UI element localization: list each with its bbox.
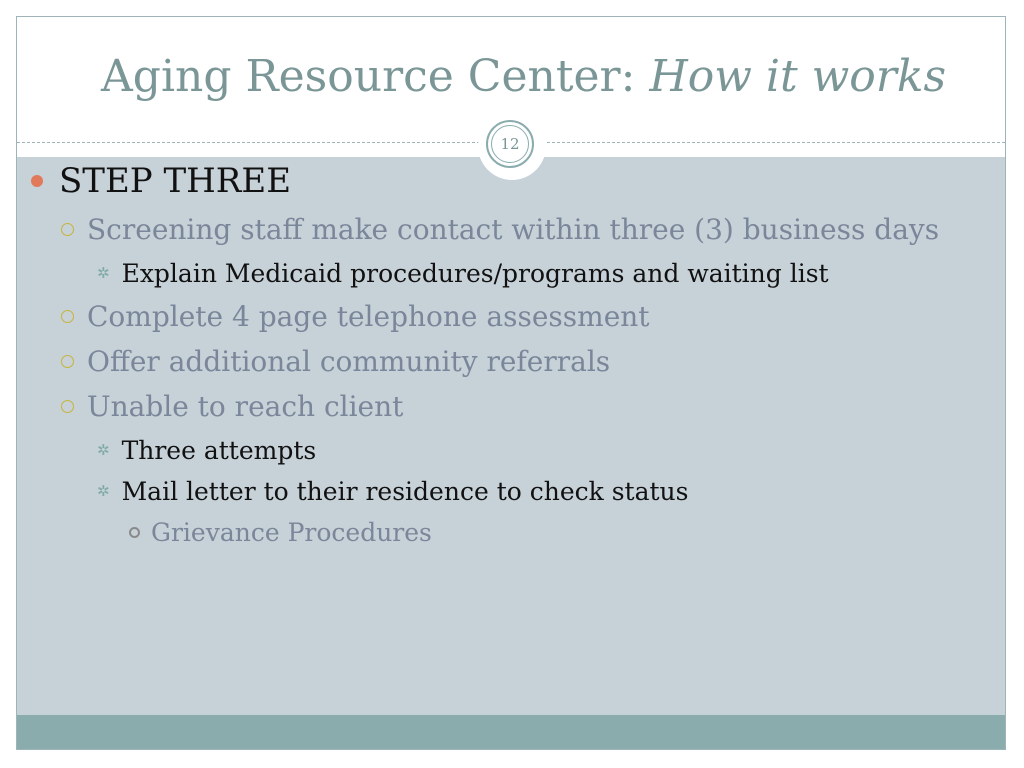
small-ring-icon xyxy=(129,527,140,538)
bullet-step-three xyxy=(31,161,291,201)
bullet-explain-medicaid xyxy=(97,259,829,288)
bullet-text: Grievance Procedures xyxy=(151,518,432,547)
hollow-circle-icon xyxy=(61,223,74,236)
filled-circle-icon xyxy=(31,175,43,187)
slide-title-main: Aging Resource Center: xyxy=(101,51,650,102)
star-bullet-icon: ✲ xyxy=(97,264,110,282)
bullet-text: Three attempts xyxy=(121,436,317,465)
bullet-text: Explain Medicaid procedures/programs and waiting list xyxy=(121,259,829,288)
bullet-community-referrals xyxy=(61,345,610,378)
bullet-text: Unable to reach client xyxy=(87,390,404,423)
slide xyxy=(16,16,1006,750)
bullet-text: Offer additional community referrals xyxy=(87,345,611,378)
bullet-grievance-procedures xyxy=(129,518,432,547)
bullet-three-attempts xyxy=(97,436,316,465)
bullet-telephone-assessment xyxy=(61,300,650,333)
slide-title xyxy=(101,53,946,101)
page-number: 12 xyxy=(500,135,520,153)
bullet-text: Screening staff make contact within three (3) business days xyxy=(87,213,940,246)
page-number-circle xyxy=(486,120,534,168)
bullet-screening-staff xyxy=(61,213,939,246)
content-area xyxy=(17,157,1005,717)
star-bullet-icon: ✲ xyxy=(97,441,110,459)
bullet-text: STEP THREE xyxy=(59,161,292,201)
bullet-text: Complete 4 page telephone assessment xyxy=(87,300,650,333)
footer-bar xyxy=(17,715,1005,749)
bullet-text: Mail letter to their residence to check status xyxy=(121,477,689,506)
hollow-circle-icon xyxy=(61,310,74,323)
page-number-badge xyxy=(478,112,546,180)
bullet-unable-to-reach xyxy=(61,390,403,423)
slide-title-italic: How it works xyxy=(649,51,947,102)
star-bullet-icon: ✲ xyxy=(97,482,110,500)
hollow-circle-icon xyxy=(61,400,74,413)
hollow-circle-icon xyxy=(61,355,74,368)
bullet-mail-letter xyxy=(97,477,689,506)
